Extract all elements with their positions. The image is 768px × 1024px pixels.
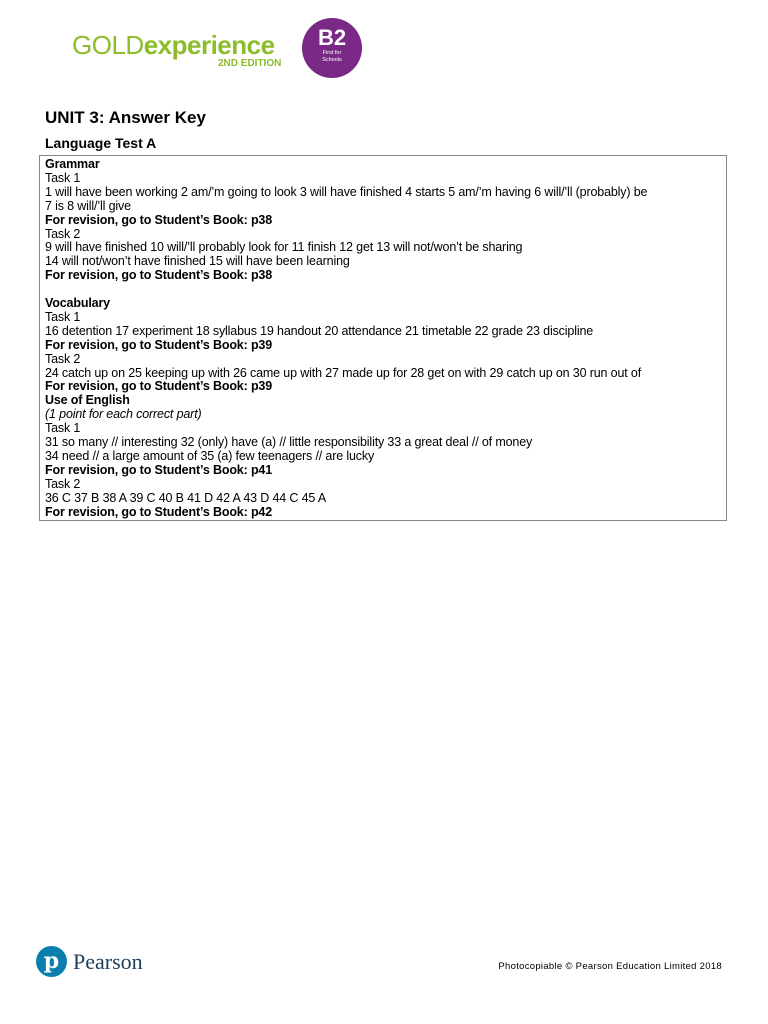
logo-edition-text: 2ND EDITION [218,58,282,69]
section-heading-grammar: Grammar [45,157,100,171]
revision-note: For revision, go to Student’s Book: p39 [45,379,273,394]
logo-experience-text: experience [143,30,275,60]
scoring-note: (1 point for each correct part) [45,407,202,422]
pearson-wordmark: Pearson [73,948,143,974]
revision-note: For revision, go to Student’s Book: p42 [45,504,273,519]
spacer [45,283,720,297]
badge-level: B2 [317,25,347,50]
task-label: Task 2 [45,476,81,491]
task-label: Task 2 [45,351,81,366]
task-label: Task 1 [45,421,81,436]
task-label: Task 1 [45,309,81,324]
task-label: Task 1 [45,170,81,185]
revision-note: For revision, go to Student’s Book: p38 [45,212,273,227]
answer-line: 31 so many // interesting 32 (only) have (a) // little responsibility 33 a great deal // of money [45,435,533,450]
section-heading-use-of-english: Use of English [45,393,130,408]
answer-line: 9 will have finished 10 will/’ll probably look for 11 finish 12 get 13 will not/won’t be sharing [45,240,523,255]
copyright-notice: Photocopiable © Pearson Education Limited 2018 [498,961,722,972]
logo-gold-text: GOLD [72,30,144,60]
task-label: Task 2 [45,226,81,241]
gold-experience-logo [72,30,275,61]
badge-sub-line-2: Schools [322,57,342,63]
test-title: Language Test A [45,135,157,151]
answer-line: 16 detention 17 experiment 18 syllabus 19 handout 20 attendance 21 timetable 22 grade 23 discipline [45,323,594,338]
b2-level-badge [302,18,362,78]
answer-line: 1 will have been working 2 am/’m going to look 3 will have finished 4 starts 5 am/’m having 6 will/’ll (probably) be [45,184,648,199]
unit-title: UNIT 3: Answer Key [45,108,206,127]
answer-line: 36 C 37 B 38 A 39 C 40 B 41 D 42 A 43 D 44 C 45 A [45,490,327,505]
answer-line: 7 is 8 will/’ll give [45,198,131,213]
answer-line: 24 catch up on 25 keeping up with 26 came up with 27 made up for 28 get on with 29 catch up on 30 run out of [45,365,642,380]
answer-key-box [39,155,727,521]
pearson-p-icon: p [36,946,67,977]
answer-line: 14 will not/won’t have finished 15 will have been learning [45,254,350,269]
revision-note: For revision, go to Student’s Book: p41 [45,462,273,477]
answer-line: 34 need // a large amount of 35 (a) few teenagers // are lucky [45,449,375,464]
section-heading-vocabulary: Vocabulary [45,296,110,311]
badge-sub-line-1: First for [322,50,342,56]
revision-note: For revision, go to Student’s Book: p39 [45,337,273,352]
revision-note: For revision, go to Student’s Book: p38 [45,268,273,283]
pearson-logo-block [36,946,143,977]
